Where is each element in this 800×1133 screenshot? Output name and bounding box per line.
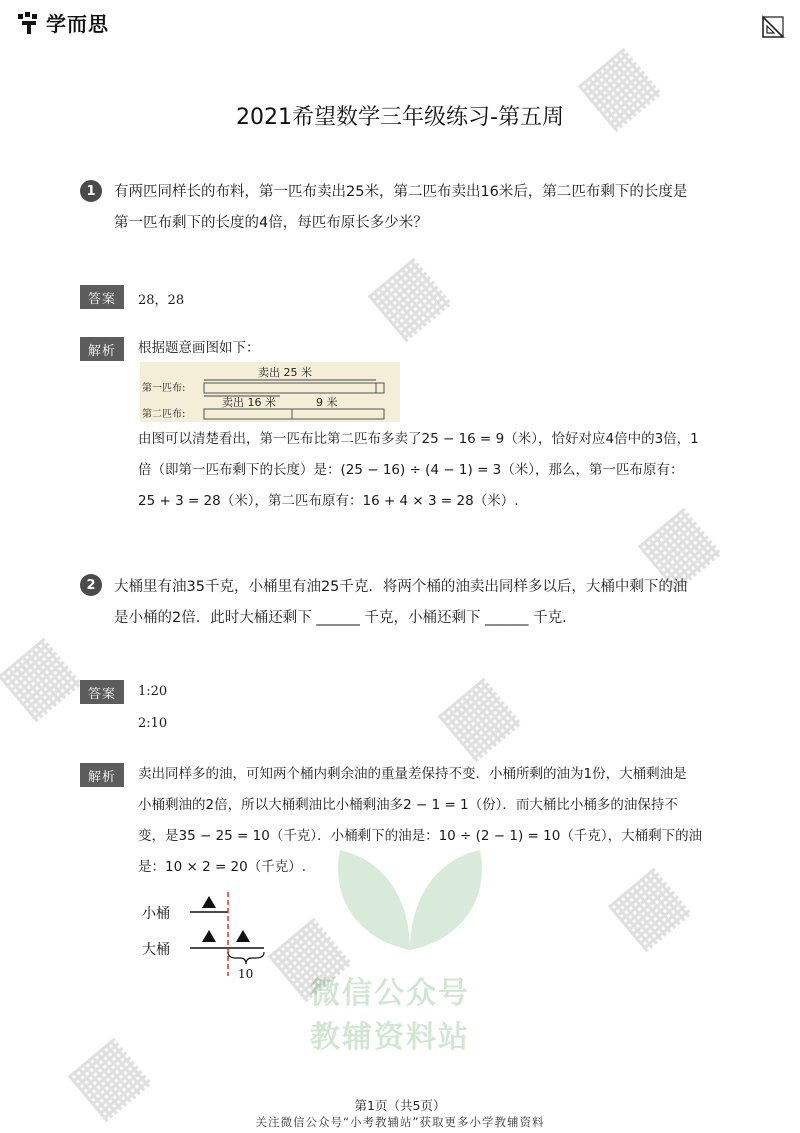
cloth-diagram: [140, 362, 400, 422]
ruler-icon: [760, 14, 786, 40]
answer-value: 1:20: [138, 684, 168, 699]
diagram-label: 卖出 25 米: [258, 366, 312, 379]
diagram-label: 卖出 16 米: [222, 396, 276, 409]
question-number: 1: [80, 180, 102, 202]
analysis-line: 25 + 3 = 28（米），第二匹布原有：16 + 4 × 3 = 28（米）.: [138, 493, 519, 509]
analysis-tag: 解析: [80, 763, 124, 787]
answer-value: 2:10: [138, 716, 168, 731]
diagram-label: 9 米: [316, 396, 338, 409]
analysis-text: [138, 759, 748, 883]
analysis-line: 卖出同样多的油，可知两个桶内剩余油的重量差保持不变．小桶所剩的油为1份，大桶剩油是: [138, 766, 687, 782]
analysis-line: 是：10 × 2 = 20（千克）.: [138, 859, 307, 875]
diagram-label: 小桶: [142, 906, 170, 922]
question-line: 是小桶的2倍．此时大桶还剩下 ______ 千克，小桶还剩下 ______ 千克．: [114, 610, 577, 626]
question-text: [114, 177, 754, 239]
question-line: 第一匹布剩下的长度的4倍，每匹布原长多少米？: [114, 215, 428, 231]
page-number: 第1页（共5页）: [354, 1098, 446, 1113]
analysis-line: 由图可以清楚看出，第一匹布比第二匹布多卖了25 − 16 = 9（米），恰好对应4倍中的3倍，1: [138, 431, 699, 447]
triangle-icon: [236, 930, 250, 942]
brand-mark-icon: [16, 10, 42, 36]
analysis-line: 倍（即第一匹布剩下的长度）是：(25 − 16) ÷ (4 − 1) = 3（米），那么，第一匹布原有：: [138, 462, 684, 478]
diagram-label: 第一匹布:: [142, 383, 186, 394]
page-title: 2021希望数学三年级练习-第五周: [236, 105, 564, 130]
brace-value: 10: [238, 967, 254, 981]
analysis-line: 变，是35 − 25 = 10（千克）．小桶剩下的油是：10 ÷ (2 − 1) = 10（千克），大桶剩下的油: [138, 828, 703, 844]
answer-value: 28，28: [138, 293, 185, 308]
brand-logo: [16, 8, 109, 37]
bucket-diagram: [140, 888, 280, 982]
analysis-text: [138, 424, 738, 517]
question-text: [114, 572, 754, 634]
watermark-text-2: 教辅资料站: [310, 1020, 470, 1055]
footer-note: 关注微信公众号“小考教辅站”获取更多小学教辅资料: [255, 1115, 545, 1129]
watermark-text-1: 微信公众号: [310, 976, 470, 1011]
triangle-icon: [202, 896, 216, 908]
qr-watermark: [438, 678, 523, 763]
answer-tag: 答案: [80, 285, 124, 309]
question-number: 2: [80, 574, 102, 596]
qr-watermark: [368, 258, 453, 343]
question-line: 大桶里有油35千克，小桶里有油25千克．将两个桶的油卖出同样多以后，大桶中剩下的油: [114, 579, 688, 595]
triangle-icon: [202, 930, 216, 942]
analysis-intro: 根据题意画图如下：: [138, 340, 260, 356]
answer-tag: 答案: [80, 680, 124, 704]
brand-name: 学而思: [46, 12, 109, 36]
diagram-label: 第二匹布:: [142, 409, 186, 420]
diagram-label: 大桶: [142, 942, 170, 958]
qr-watermark: [0, 638, 82, 723]
analysis-tag: 解析: [80, 337, 124, 361]
question-line: 有两匹同样长的布料，第一匹布卖出25米，第二匹布卖出16米后，第二匹布剩下的长度是: [114, 184, 688, 200]
analysis-line: 小桶剩油的2倍，所以大桶剩油比小桶剩油多2 − 1 = 1（份）．而大桶比小桶多的油保持不: [138, 797, 678, 813]
